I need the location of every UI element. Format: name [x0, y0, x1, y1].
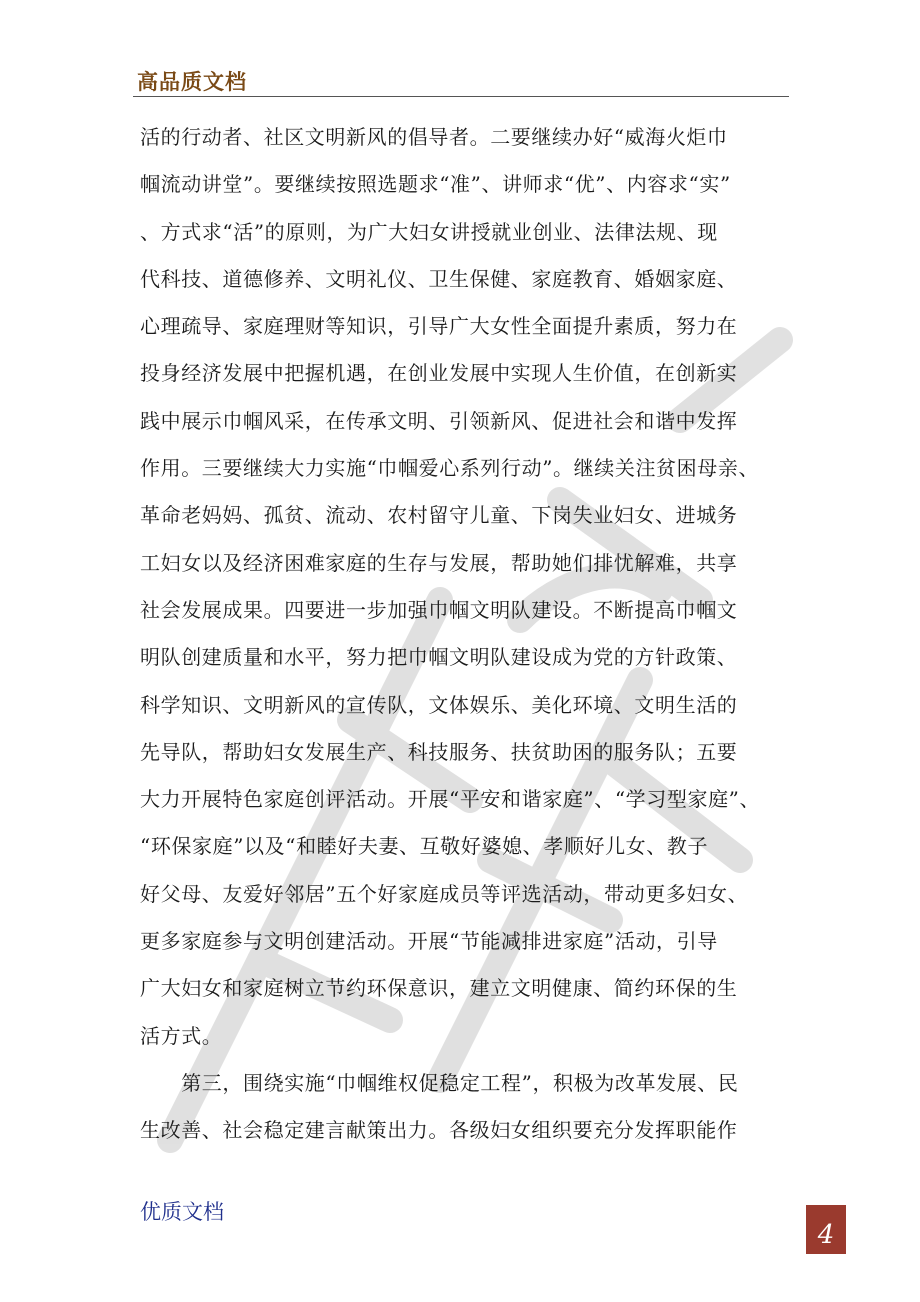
- body-line: 广大妇女和家庭树立节约环保意识，建立文明健康、简约环保的生: [140, 976, 738, 1001]
- body-line: 、方式求“活”的原则，为广大妇女讲授就业创业、法律法规、现: [140, 219, 718, 244]
- body-line: 大力开展特色家庭创评活动。开展“平安和谐家庭”、“学习型家庭”、: [140, 787, 761, 812]
- body-line: 工妇女以及经济困难家庭的生存与发展，帮助她们排忧解难，共享: [140, 550, 738, 575]
- body-line: 作用。三要继续大力实施“巾帼爱心系列行动”。继续关注贫困母亲、: [140, 456, 760, 481]
- body-line: 社会发展成果。四要进一步加强巾帼文明队建设。不断提高巾帼文: [140, 597, 738, 622]
- document-body: [140, 114, 800, 1155]
- body-line: 生改善、社会稳定建言献策出力。各级妇女组织要充分发挥职能作: [140, 1118, 738, 1143]
- header-divider: [133, 96, 789, 97]
- body-line: 好父母、友爱好邻居”五个好家庭成员等评选活动，带动更多妇女、: [140, 881, 749, 906]
- body-line: 活的行动者、社区文明新风的倡导者。二要继续办好“威海火炬巾: [140, 125, 728, 149]
- body-line: 革命老妈妈、孤贫、流动、农村留守儿童、下岗失业妇女、进城务: [140, 503, 738, 528]
- body-line: 帼流动讲堂”。要继续按照选题求“准”、讲师求“优”、内容求“实”: [140, 172, 731, 197]
- page-number-badge: 4: [806, 1205, 846, 1251]
- body-line: 代科技、道德修养、文明礼仪、卫生保健、家庭教育、婚姻家庭、: [140, 266, 738, 291]
- body-line: 投身经济发展中把握机遇，在创业发展中实现人生价值，在创新实: [140, 361, 738, 386]
- body-line: 科学知识、文明新风的宣传队，文体娱乐、美化环境、文明生活的: [140, 692, 738, 717]
- body-line: 践中展示巾帼风采，在传承文明、引领新风、促进社会和谐中发挥: [140, 408, 738, 433]
- body-line: 心理疏导、家庭理财等知识，引导广大女性全面提升素质，努力在: [140, 314, 738, 339]
- body-line: 活方式。: [140, 1023, 223, 1048]
- header-title: 高品质文档: [137, 70, 247, 94]
- body-line: “环保家庭”以及“和睦好夫妻、互敬好婆媳、孝顺好儿女、教子: [140, 834, 709, 859]
- footer-title: 优质文档: [140, 1200, 224, 1224]
- page-badge-underline: [806, 1251, 846, 1254]
- body-line: 先导队，帮助妇女发展生产、科技服务、扶贫助困的服务队；五要: [140, 739, 738, 764]
- body-line: 第三，围绕实施“巾帼维权促稳定工程”，积极为改革发展、民: [140, 1070, 739, 1095]
- body-line: 明队创建质量和水平，努力把巾帼文明队建设成为党的方针政策、: [140, 645, 738, 670]
- body-line: 更多家庭参与文明创建活动。开展“节能减排进家庭”活动，引导: [140, 929, 718, 954]
